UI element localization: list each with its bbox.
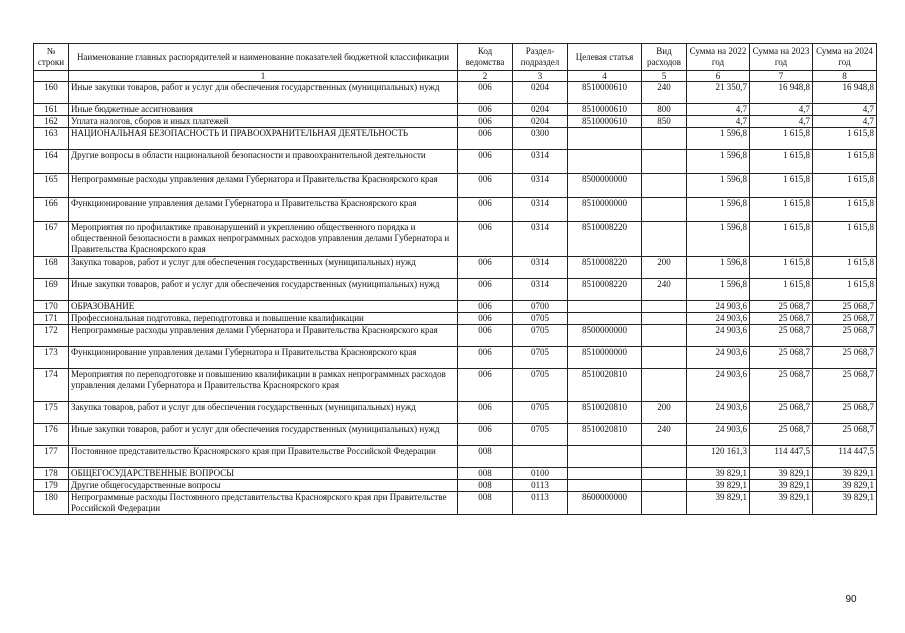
sum-2022-cell: 1 596,8 xyxy=(687,198,750,222)
target-article-cell: 8500000000 xyxy=(568,174,642,198)
department-code-cell: 006 xyxy=(458,325,513,347)
sum-2023-cell: 4,7 xyxy=(750,116,813,128)
sum-2023-cell: 114 447,5 xyxy=(750,446,813,468)
expense-type-cell xyxy=(642,347,687,369)
section-code-cell: 0204 xyxy=(513,104,568,116)
target-article-cell: 8510000610 xyxy=(568,116,642,128)
department-code-cell: 006 xyxy=(458,198,513,222)
department-code-cell: 006 xyxy=(458,116,513,128)
table-row xyxy=(34,301,877,313)
table-row xyxy=(34,347,877,369)
section-code-cell: 0204 xyxy=(513,82,568,104)
department-code-cell: 006 xyxy=(458,301,513,313)
table-row xyxy=(34,313,877,325)
row-number-cell: 170 xyxy=(34,301,69,313)
table-row xyxy=(34,446,877,468)
expense-type-cell xyxy=(642,468,687,480)
sum-2023-cell: 25 068,7 xyxy=(750,313,813,325)
section-code-cell: 0705 xyxy=(513,402,568,424)
department-code-cell: 006 xyxy=(458,347,513,369)
sum-2024-cell: 25 068,7 xyxy=(813,313,877,325)
section-code-cell: 0314 xyxy=(513,279,568,301)
sum-2022-cell: 24 903,6 xyxy=(687,347,750,369)
sum-2022-cell: 24 903,6 xyxy=(687,402,750,424)
department-code-cell: 006 xyxy=(458,104,513,116)
column-number-label: 7 xyxy=(750,71,813,82)
sum-2024-cell: 1 615,8 xyxy=(813,279,877,301)
department-code-cell: 006 xyxy=(458,402,513,424)
sum-2022-cell: 24 903,6 xyxy=(687,313,750,325)
row-number-cell: 165 xyxy=(34,174,69,198)
header-department-code: Код ведомства xyxy=(458,44,513,71)
sum-2023-cell: 25 068,7 xyxy=(750,402,813,424)
sum-2024-cell: 25 068,7 xyxy=(813,424,877,446)
budget-table xyxy=(33,43,877,515)
row-name-cell: НАЦИОНАЛЬНАЯ БЕЗОПАСНОСТЬ И ПРАВООХРАНИТЕЛЬНАЯ ДЕЯТЕЛЬНОСТЬ xyxy=(69,128,458,150)
expense-type-cell xyxy=(642,174,687,198)
expense-type-cell xyxy=(642,222,687,257)
department-code-cell: 006 xyxy=(458,424,513,446)
target-article-cell xyxy=(568,128,642,150)
column-number-label: 2 xyxy=(458,71,513,82)
row-number-cell: 177 xyxy=(34,446,69,468)
row-name-cell: Профессиональная подготовка, переподготовка и повышение квалификации xyxy=(69,313,458,325)
table-row xyxy=(34,325,877,347)
table-row xyxy=(34,480,877,492)
row-number-cell: 174 xyxy=(34,369,69,402)
sum-2023-cell: 1 615,8 xyxy=(750,150,813,174)
sum-2022-cell: 1 596,8 xyxy=(687,150,750,174)
sum-2024-cell: 4,7 xyxy=(813,116,877,128)
sum-2024-cell: 1 615,8 xyxy=(813,222,877,257)
section-code-cell: 0314 xyxy=(513,222,568,257)
row-name-cell: Непрограммные расходы управления делами Губернатора и Правительства Красноярского края xyxy=(69,325,458,347)
row-number-cell: 172 xyxy=(34,325,69,347)
expense-type-cell xyxy=(642,150,687,174)
sum-2022-cell: 1 596,8 xyxy=(687,222,750,257)
department-code-cell: 006 xyxy=(458,150,513,174)
expense-type-cell: 800 xyxy=(642,104,687,116)
sum-2022-cell: 24 903,6 xyxy=(687,325,750,347)
table-row xyxy=(34,198,877,222)
row-number-cell: 166 xyxy=(34,198,69,222)
row-number-cell: 167 xyxy=(34,222,69,257)
header-section: Раздел-подраздел xyxy=(513,44,568,71)
sum-2022-cell: 39 829,1 xyxy=(687,492,750,515)
row-name-cell: Мероприятия по переподготовке и повышению квалификации в рамках непрограммных расходов управления делами Губернатора и Правительства Красноярского края xyxy=(69,369,458,402)
row-number-cell: 171 xyxy=(34,313,69,325)
sum-2023-cell: 25 068,7 xyxy=(750,325,813,347)
expense-type-cell: 200 xyxy=(642,257,687,279)
expense-type-cell xyxy=(642,492,687,515)
table-row xyxy=(34,116,877,128)
row-name-cell: Функционирование управления делами Губернатора и Правительства Красноярского края xyxy=(69,347,458,369)
target-article-cell: 8600000000 xyxy=(568,492,642,515)
section-code-cell: 0314 xyxy=(513,174,568,198)
expense-type-cell xyxy=(642,446,687,468)
sum-2023-cell: 25 068,7 xyxy=(750,301,813,313)
page-number: 90 xyxy=(845,594,857,605)
column-number-row xyxy=(34,71,877,82)
target-article-cell: 8510008220 xyxy=(568,257,642,279)
sum-2024-cell: 25 068,7 xyxy=(813,325,877,347)
sum-2024-cell: 1 615,8 xyxy=(813,174,877,198)
sum-2024-cell: 25 068,7 xyxy=(813,402,877,424)
table-row xyxy=(34,222,877,257)
row-name-cell: Непрограммные расходы управления делами Губернатора и Правительства Красноярского края xyxy=(69,174,458,198)
table-row xyxy=(34,402,877,424)
section-code-cell: 0300 xyxy=(513,128,568,150)
sum-2024-cell: 25 068,7 xyxy=(813,301,877,313)
table-row xyxy=(34,174,877,198)
sum-2024-cell: 25 068,7 xyxy=(813,369,877,402)
section-code-cell: 0705 xyxy=(513,313,568,325)
section-code-cell: 0705 xyxy=(513,369,568,402)
section-code-cell: 0204 xyxy=(513,116,568,128)
section-code-cell: 0700 xyxy=(513,301,568,313)
expense-type-cell: 200 xyxy=(642,402,687,424)
table-row xyxy=(34,257,877,279)
table-row xyxy=(34,150,877,174)
column-number-label: 8 xyxy=(813,71,877,82)
sum-2023-cell: 4,7 xyxy=(750,104,813,116)
department-code-cell: 006 xyxy=(458,82,513,104)
column-number-label: 5 xyxy=(642,71,687,82)
target-article-cell xyxy=(568,446,642,468)
sum-2022-cell: 24 903,6 xyxy=(687,424,750,446)
header-expense-type: Вид расходов xyxy=(642,44,687,71)
sum-2023-cell: 1 615,8 xyxy=(750,198,813,222)
target-article-cell xyxy=(568,468,642,480)
table-body xyxy=(34,82,877,515)
expense-type-cell xyxy=(642,480,687,492)
header-row xyxy=(34,44,877,71)
row-name-cell: ОБРАЗОВАНИЕ xyxy=(69,301,458,313)
sum-2022-cell: 39 829,1 xyxy=(687,480,750,492)
sum-2024-cell: 16 948,8 xyxy=(813,82,877,104)
section-code-cell: 0705 xyxy=(513,424,568,446)
expense-type-cell: 850 xyxy=(642,116,687,128)
sum-2022-cell: 1 596,8 xyxy=(687,257,750,279)
target-article-cell: 8510020810 xyxy=(568,402,642,424)
sum-2024-cell: 114 447,5 xyxy=(813,446,877,468)
section-code-cell: 0100 xyxy=(513,468,568,480)
department-code-cell: 008 xyxy=(458,492,513,515)
sum-2023-cell: 16 948,8 xyxy=(750,82,813,104)
table-row xyxy=(34,128,877,150)
section-code-cell: 0113 xyxy=(513,480,568,492)
row-number-cell: 180 xyxy=(34,492,69,515)
department-code-cell: 006 xyxy=(458,257,513,279)
sum-2023-cell: 39 829,1 xyxy=(750,468,813,480)
sum-2022-cell: 1 596,8 xyxy=(687,128,750,150)
department-code-cell: 006 xyxy=(458,313,513,325)
header-row-number: № строки xyxy=(34,44,69,71)
row-name-cell: Иные закупки товаров, работ и услуг для обеспечения государственных (муниципальных) нужд xyxy=(69,82,458,104)
expense-type-cell: 240 xyxy=(642,424,687,446)
department-code-cell: 008 xyxy=(458,480,513,492)
row-number-cell: 161 xyxy=(34,104,69,116)
column-number-label: 1 xyxy=(69,71,458,82)
row-name-cell: Закупка товаров, работ и услуг для обеспечения государственных (муниципальных) нужд xyxy=(69,257,458,279)
sum-2023-cell: 25 068,7 xyxy=(750,347,813,369)
section-code-cell: 0314 xyxy=(513,150,568,174)
table-row xyxy=(34,279,877,301)
target-article-cell xyxy=(568,150,642,174)
sum-2022-cell: 39 829,1 xyxy=(687,468,750,480)
sum-2022-cell: 24 903,6 xyxy=(687,369,750,402)
target-article-cell xyxy=(568,301,642,313)
sum-2024-cell: 1 615,8 xyxy=(813,150,877,174)
table-row xyxy=(34,104,877,116)
sum-2022-cell: 1 596,8 xyxy=(687,279,750,301)
sum-2024-cell: 39 829,1 xyxy=(813,468,877,480)
row-name-cell: Уплата налогов, сборов и иных платежей xyxy=(69,116,458,128)
row-name-cell: Другие общегосударственные вопросы xyxy=(69,480,458,492)
sum-2022-cell: 4,7 xyxy=(687,104,750,116)
target-article-cell: 8510000000 xyxy=(568,347,642,369)
target-article-cell: 8500000000 xyxy=(568,325,642,347)
section-code-cell: 0113 xyxy=(513,492,568,515)
row-number-cell: 179 xyxy=(34,480,69,492)
section-code-cell: 0314 xyxy=(513,198,568,222)
row-name-cell: Постоянное представительство Красноярского края при Правительстве Российской Федерации xyxy=(69,446,458,468)
row-name-cell: Другие вопросы в области национальной безопасности и правоохранительной деятельности xyxy=(69,150,458,174)
department-code-cell: 006 xyxy=(458,279,513,301)
sum-2023-cell: 1 615,8 xyxy=(750,128,813,150)
sum-2024-cell: 25 068,7 xyxy=(813,347,877,369)
row-number-cell: 178 xyxy=(34,468,69,480)
expense-type-cell xyxy=(642,325,687,347)
sum-2024-cell: 39 829,1 xyxy=(813,480,877,492)
sum-2022-cell: 120 161,3 xyxy=(687,446,750,468)
target-article-cell xyxy=(568,313,642,325)
target-article-cell: 8510000610 xyxy=(568,104,642,116)
table-row xyxy=(34,369,877,402)
section-code-cell: 0705 xyxy=(513,325,568,347)
row-name-cell: Непрограммные расходы Постоянного представительства Красноярского края при Правительстве Российской Федерации xyxy=(69,492,458,515)
target-article-cell: 8510008220 xyxy=(568,279,642,301)
section-code-cell: 0314 xyxy=(513,257,568,279)
sum-2024-cell: 1 615,8 xyxy=(813,198,877,222)
column-number-label: 6 xyxy=(687,71,750,82)
sum-2022-cell: 1 596,8 xyxy=(687,174,750,198)
row-name-cell: Иные закупки товаров, работ и услуг для обеспечения государственных (муниципальных) нужд xyxy=(69,424,458,446)
row-number-cell: 168 xyxy=(34,257,69,279)
sum-2023-cell: 1 615,8 xyxy=(750,257,813,279)
column-number-label xyxy=(34,71,69,82)
expense-type-cell xyxy=(642,198,687,222)
row-number-cell: 173 xyxy=(34,347,69,369)
row-name-cell: ОБЩЕГОСУДАРСТВЕННЫЕ ВОПРОСЫ xyxy=(69,468,458,480)
expense-type-cell xyxy=(642,369,687,402)
target-article-cell: 8510000000 xyxy=(568,198,642,222)
target-article-cell: 8510020810 xyxy=(568,424,642,446)
section-code-cell xyxy=(513,446,568,468)
row-number-cell: 176 xyxy=(34,424,69,446)
department-code-cell: 006 xyxy=(458,174,513,198)
target-article-cell: 8510008220 xyxy=(568,222,642,257)
sum-2022-cell: 4,7 xyxy=(687,116,750,128)
sum-2023-cell: 1 615,8 xyxy=(750,279,813,301)
header-sum-2022: Сумма на 2022 год xyxy=(687,44,750,71)
table-row xyxy=(34,424,877,446)
row-name-cell: Закупка товаров, работ и услуг для обеспечения государственных (муниципальных) нужд xyxy=(69,402,458,424)
row-number-cell: 162 xyxy=(34,116,69,128)
sum-2024-cell: 1 615,8 xyxy=(813,257,877,279)
header-sum-2023: Сумма на 2023 год xyxy=(750,44,813,71)
expense-type-cell: 240 xyxy=(642,279,687,301)
sum-2022-cell: 24 903,6 xyxy=(687,301,750,313)
column-number-label: 4 xyxy=(568,71,642,82)
expense-type-cell xyxy=(642,128,687,150)
table-row xyxy=(34,492,877,515)
table-row xyxy=(34,468,877,480)
department-code-cell: 008 xyxy=(458,468,513,480)
sum-2023-cell: 39 829,1 xyxy=(750,480,813,492)
table-row xyxy=(34,82,877,104)
target-article-cell: 8510020810 xyxy=(568,369,642,402)
row-name-cell: Мероприятия по профилактике правонарушений и укреплению общественного порядка и общественной безопасности в рамках непрограммных расходов управления делами Губернатора и Правительства Красноярского края xyxy=(69,222,458,257)
sum-2024-cell: 39 829,1 xyxy=(813,492,877,515)
sum-2023-cell: 1 615,8 xyxy=(750,174,813,198)
header-target-article: Целевая статья xyxy=(568,44,642,71)
sum-2023-cell: 25 068,7 xyxy=(750,369,813,402)
sum-2024-cell: 1 615,8 xyxy=(813,128,877,150)
department-code-cell: 006 xyxy=(458,222,513,257)
row-number-cell: 160 xyxy=(34,82,69,104)
row-number-cell: 175 xyxy=(34,402,69,424)
department-code-cell: 006 xyxy=(458,369,513,402)
expense-type-cell xyxy=(642,313,687,325)
sum-2022-cell: 21 350,7 xyxy=(687,82,750,104)
sum-2023-cell: 39 829,1 xyxy=(750,492,813,515)
row-name-cell: Иные закупки товаров, работ и услуг для обеспечения государственных (муниципальных) нужд xyxy=(69,279,458,301)
row-number-cell: 169 xyxy=(34,279,69,301)
header-name: Наименование главных распорядителей и наименование показателей бюджетной классификации xyxy=(69,44,458,71)
header-sum-2024: Сумма на 2024 год xyxy=(813,44,877,71)
department-code-cell: 008 xyxy=(458,446,513,468)
target-article-cell xyxy=(568,480,642,492)
sum-2023-cell: 25 068,7 xyxy=(750,424,813,446)
column-number-label: 3 xyxy=(513,71,568,82)
expense-type-cell: 240 xyxy=(642,82,687,104)
department-code-cell: 006 xyxy=(458,128,513,150)
sum-2023-cell: 1 615,8 xyxy=(750,222,813,257)
row-number-cell: 164 xyxy=(34,150,69,174)
row-number-cell: 163 xyxy=(34,128,69,150)
target-article-cell: 8510000610 xyxy=(568,82,642,104)
row-name-cell: Функционирование управления делами Губернатора и Правительства Красноярского края xyxy=(69,198,458,222)
expense-type-cell xyxy=(642,301,687,313)
row-name-cell: Иные бюджетные ассигнования xyxy=(69,104,458,116)
sum-2024-cell: 4,7 xyxy=(813,104,877,116)
section-code-cell: 0705 xyxy=(513,347,568,369)
